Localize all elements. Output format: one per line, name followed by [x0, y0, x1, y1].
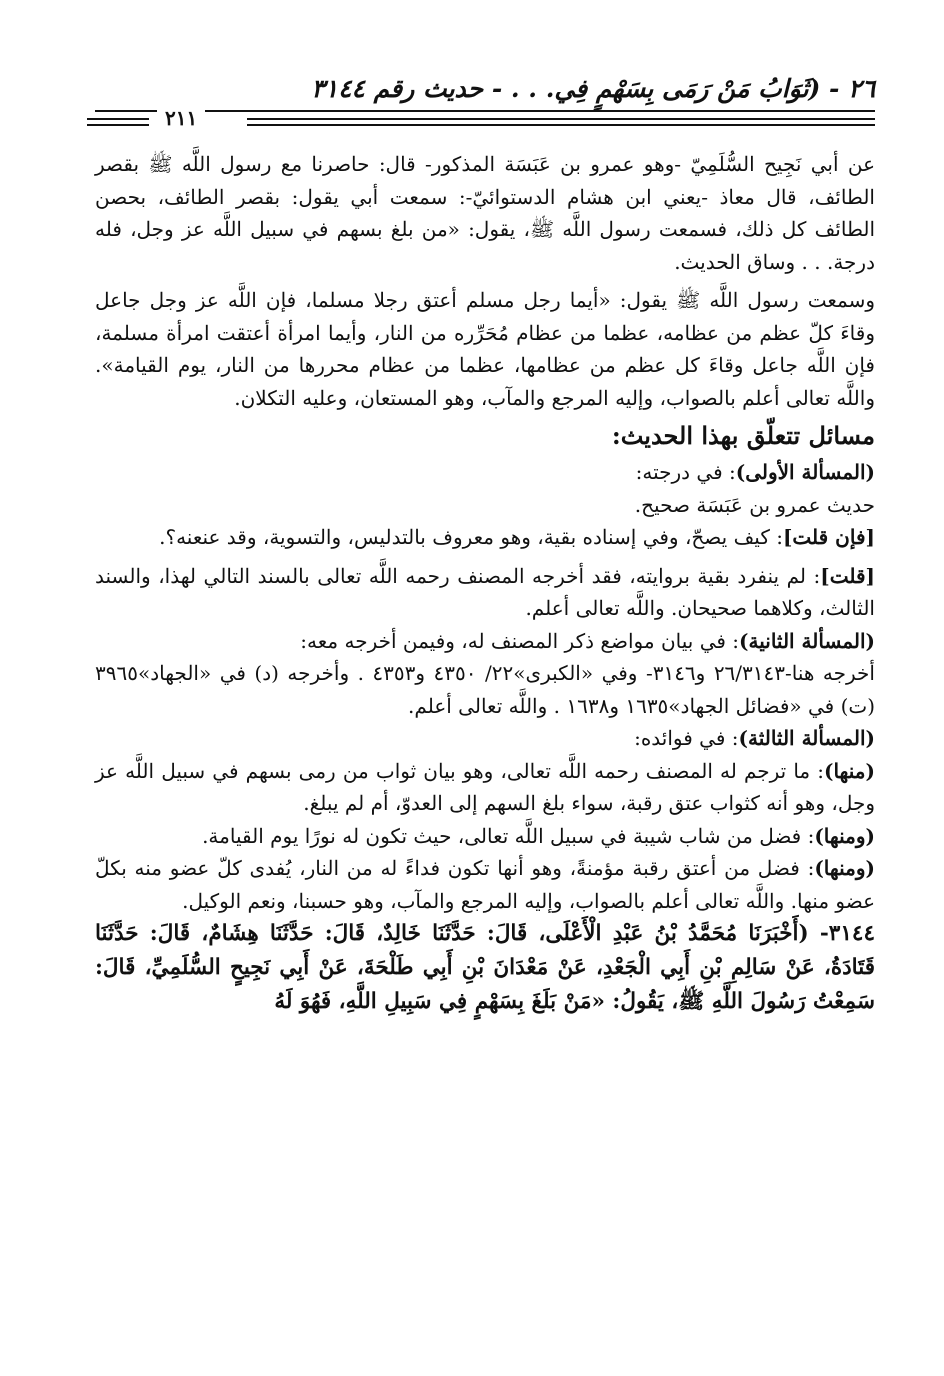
issue-text: : في فوائده: — [634, 726, 739, 750]
hadith-text: ٣١٤٤- (أَخْبَرَنَا مُحَمَّدُ بْنُ عَبْدِ الْأَعْلَى، قَالَ: حَدَّثَنَا خَالِدٌ، قَالَ: حَدَّثَنَا هِشَامٌ، قَالَ: حَدَّثَنَا قَتَادَةُ، عَنْ سَالِمِ بْنِ أَبِي الْجَعْدِ، عَنْ مَعْدَانَ بْنِ أَبِي طَلْحَةَ، عَنْ أَبِي نَجِيحٍ السُّلَمِيِّ، قَالَ: سَمِعْتُ رَسُولَ اللَّهِ ﷺ، يَقُولُ: «مَنْ بَلَغَ بِسَهْمٍ فِي سَبِيلِ اللَّهِ، فَهُوَ لَهُ — [95, 921, 875, 1014]
narration-paragraph: وسمعت رسول اللَّه ﷺ يقول: «أيما رجل مسلم أعتق رجلا مسلما، فإن اللَّه عز وجل جاعل وقاءَ كلّ عظم من عظامه، عظما من عظام مُحَرِّره من النار، وأيما امرأة أعتقت امرأة مسلمة، فإن اللَّه جاعل وقاءَ كل عظم من عظامها، عظما من عظام محررها من النار، يوم القيامة». واللَّه تعالى أعلم بالصواب، وإليه المرجع والمآب، وهو المستعان، وعليه التكلان. — [95, 288, 875, 410]
benefit-label: (ومنها) — [814, 856, 875, 880]
header-rule-right-2 — [247, 124, 875, 126]
section-heading: مسائل تتعلّق بهذا الحديث: — [611, 421, 875, 450]
header-rule-right-1 — [247, 118, 875, 120]
book-page — [95, 68, 876, 1014]
issue-text: : في بيان مواضع ذكر المصنف له، وفيمن أخرجه معه: — [300, 628, 740, 653]
header-rule-top — [95, 110, 875, 112]
benefit-label: (ومنها) — [814, 823, 875, 848]
issue-1 — [95, 456, 875, 489]
header-rule-left-1 — [87, 118, 149, 120]
benefit-item — [95, 820, 875, 853]
grade-line: حديث عمرو بن عَبَسَة صحيح. — [634, 492, 875, 517]
issue-label: (المسألة الثانية) — [739, 628, 875, 653]
question — [95, 521, 875, 554]
benefit-item — [95, 852, 875, 917]
narration-paragraph: عن أبي نَجِيح السُّلَمِيّ -وهو عمرو بن عَبَسَة المذكور- قال: حاصرنا مع رسول اللَّه ﷺ بقصر الطائف، قال معاذ -يعني ابن هشام الدستوائيّ-: سمعت أبي يقول: بقصر الطائف، بحصن الطائف كل ذلك، فسمعت رسول اللَّه ﷺ، يقول: «من بلغ بسهم في سبيل اللَّه عز وجل، فله درجة. . . وساق الحديث. — [95, 152, 875, 274]
issue-label: (المسألة الثالثة) — [738, 726, 875, 750]
benefit-text: : فضل من شاب شيبة في سبيل اللَّه تعالى، حيث تكون له نورًا يوم القيامة. — [202, 823, 815, 848]
issue-3 — [95, 722, 875, 755]
answer-label: [قلت] — [820, 563, 876, 588]
issue-2 — [95, 625, 875, 658]
issue-text: : في درجته: — [635, 460, 736, 484]
header-rule-left-2 — [87, 124, 149, 126]
issue-label: (المسألة الأولى) — [735, 460, 875, 484]
benefit-text: : ما ترجم له المصنف رحمه اللَّه تعالى، وهو بيان ثواب من رمى بسهم في سبيل اللَّه عز وجل، وهو أنه كثواب عتق رقبة، سواء بلغ السهم إلى العدوّ، أم لم يبلغ. — [95, 758, 875, 815]
answer-text: : لم ينفرد بقية بروايته، فقد أخرجه المصنف رحمه اللَّه تعالى بالسند التالي لهذا، والسند الثالث، وكلاهما صحيحان. واللَّه تعالى أعلم. — [95, 563, 875, 620]
answer — [95, 560, 875, 625]
page-body — [95, 148, 875, 1019]
header-title: ٢٦ - (ثَوَابُ مَنْ رَمَى بِسَهْمٍ فِي. . . - حديث رقم ٣١٤٤ — [311, 74, 875, 103]
benefit-text: : فضل من أعتق رقبة مؤمنةً، وهو أنها تكون فداءً له من النار، يُفدى كلّ عضو منه بكلّ عضو منها. واللَّه تعالى أعلم بالصواب، وإليه المرجع والمآب، وهو حسبنا، ونعم الوكيل. — [95, 856, 875, 913]
question-label: [فإن قلت] — [782, 525, 875, 549]
takhrij-text: أخرجه هنا-٢٦/٣١٤٣ و٣١٤٦- وفي «الكبرى»٢٢/ ٤٣٥٠ و٤٣٥٣ . وأخرجه (د) في «الجهاد»٣٩٦٥ (ت) في «فضائل الجهاد»١٦٣٥ و١٦٣٨ . واللَّه تعالى أعلم. — [95, 661, 875, 718]
benefit-item — [95, 755, 875, 820]
question-text: : كيف يصحّ، وفي إسناده بقية، وهو معروف بالتدليس، والتسوية، وقد عنعنه؟. — [159, 525, 783, 549]
page-number: ٢١١ — [157, 106, 205, 130]
benefit-label: (منها) — [824, 758, 875, 783]
running-header — [95, 68, 875, 106]
